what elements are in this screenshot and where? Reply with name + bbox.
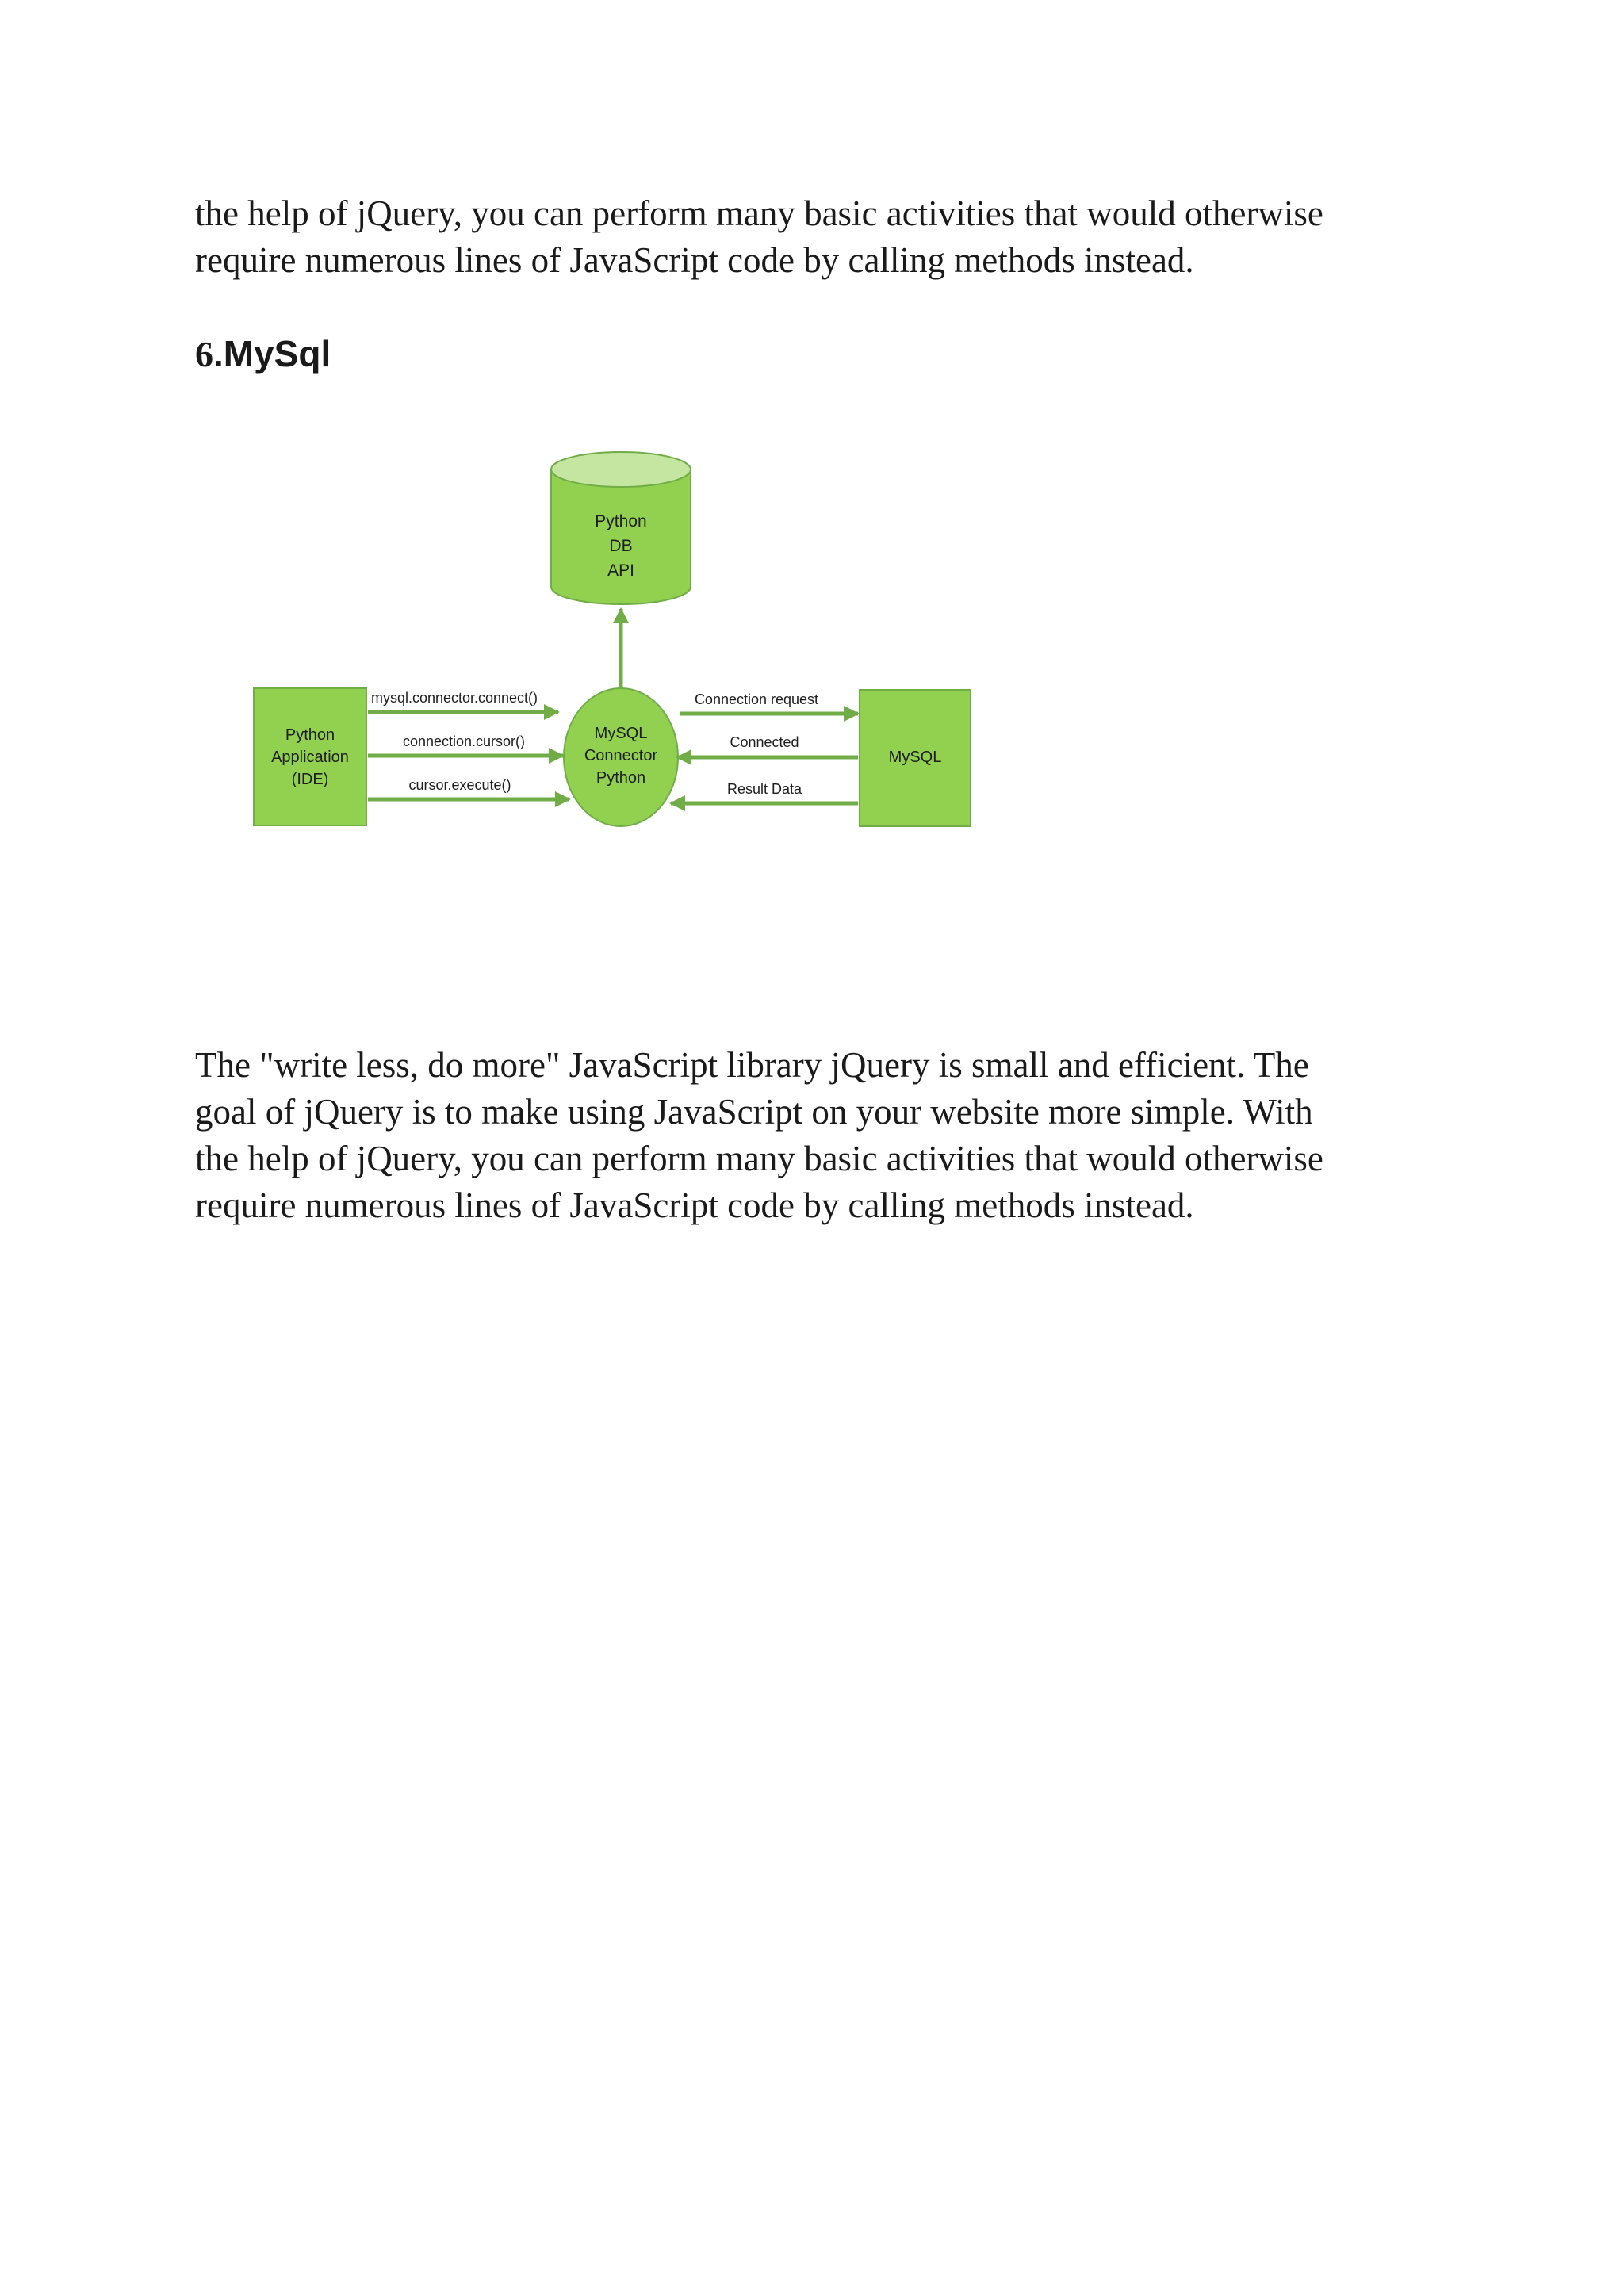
paragraph-line: the help of jQuery, you can perform many basic activities that would otherwise bbox=[195, 1139, 1323, 1178]
python-db-api-cylinder bbox=[551, 452, 691, 604]
mysql-server-box bbox=[860, 690, 971, 826]
intro-paragraph-continued bbox=[195, 190, 1448, 284]
arrow-label-result-data: Result Data bbox=[726, 781, 802, 797]
app-label-line: Python bbox=[285, 726, 335, 744]
app-label-line: (IDE) bbox=[291, 771, 329, 788]
paragraph-line: goal of jQuery is to make using JavaScript on your website more simple. With bbox=[195, 1092, 1313, 1132]
arrow-label-connection-request: Connection request bbox=[694, 691, 819, 707]
mysql-connector-diagram bbox=[238, 444, 999, 841]
connector-label-line: Python bbox=[596, 769, 646, 787]
db-api-label-line: API bbox=[607, 561, 634, 580]
connector-label-line: MySQL bbox=[594, 725, 648, 742]
arrow-label-execute: cursor.execute() bbox=[408, 777, 511, 793]
app-label-line: Application bbox=[271, 749, 349, 766]
paragraph-line: the help of jQuery, you can perform many basic activities that would otherwise bbox=[195, 193, 1323, 233]
section-number: 6 bbox=[195, 334, 213, 374]
mysql-label: MySQL bbox=[888, 749, 942, 766]
db-api-label-line: DB bbox=[609, 537, 633, 555]
paragraph-line: require numerous lines of JavaScript code by calling methods instead. bbox=[195, 240, 1194, 280]
arrow-label-connected: Connected bbox=[730, 734, 799, 750]
arrow-label-connect: mysql.connector.connect() bbox=[370, 690, 538, 706]
jquery-paragraph bbox=[195, 1042, 1448, 1229]
arrow-label-cursor: connection.cursor() bbox=[402, 733, 526, 749]
db-api-label-line: Python bbox=[595, 512, 647, 530]
paragraph-line: require numerous lines of JavaScript code by calling methods instead. bbox=[195, 1185, 1194, 1225]
section-title: .MySql bbox=[213, 333, 331, 374]
section-heading bbox=[195, 330, 331, 378]
connector-label-line: Connector bbox=[584, 747, 658, 764]
mysql-connector-node bbox=[564, 688, 678, 826]
paragraph-line: The "write less, do more" JavaScript library jQuery is small and efficient. The bbox=[195, 1045, 1309, 1085]
python-application-box bbox=[254, 688, 366, 825]
